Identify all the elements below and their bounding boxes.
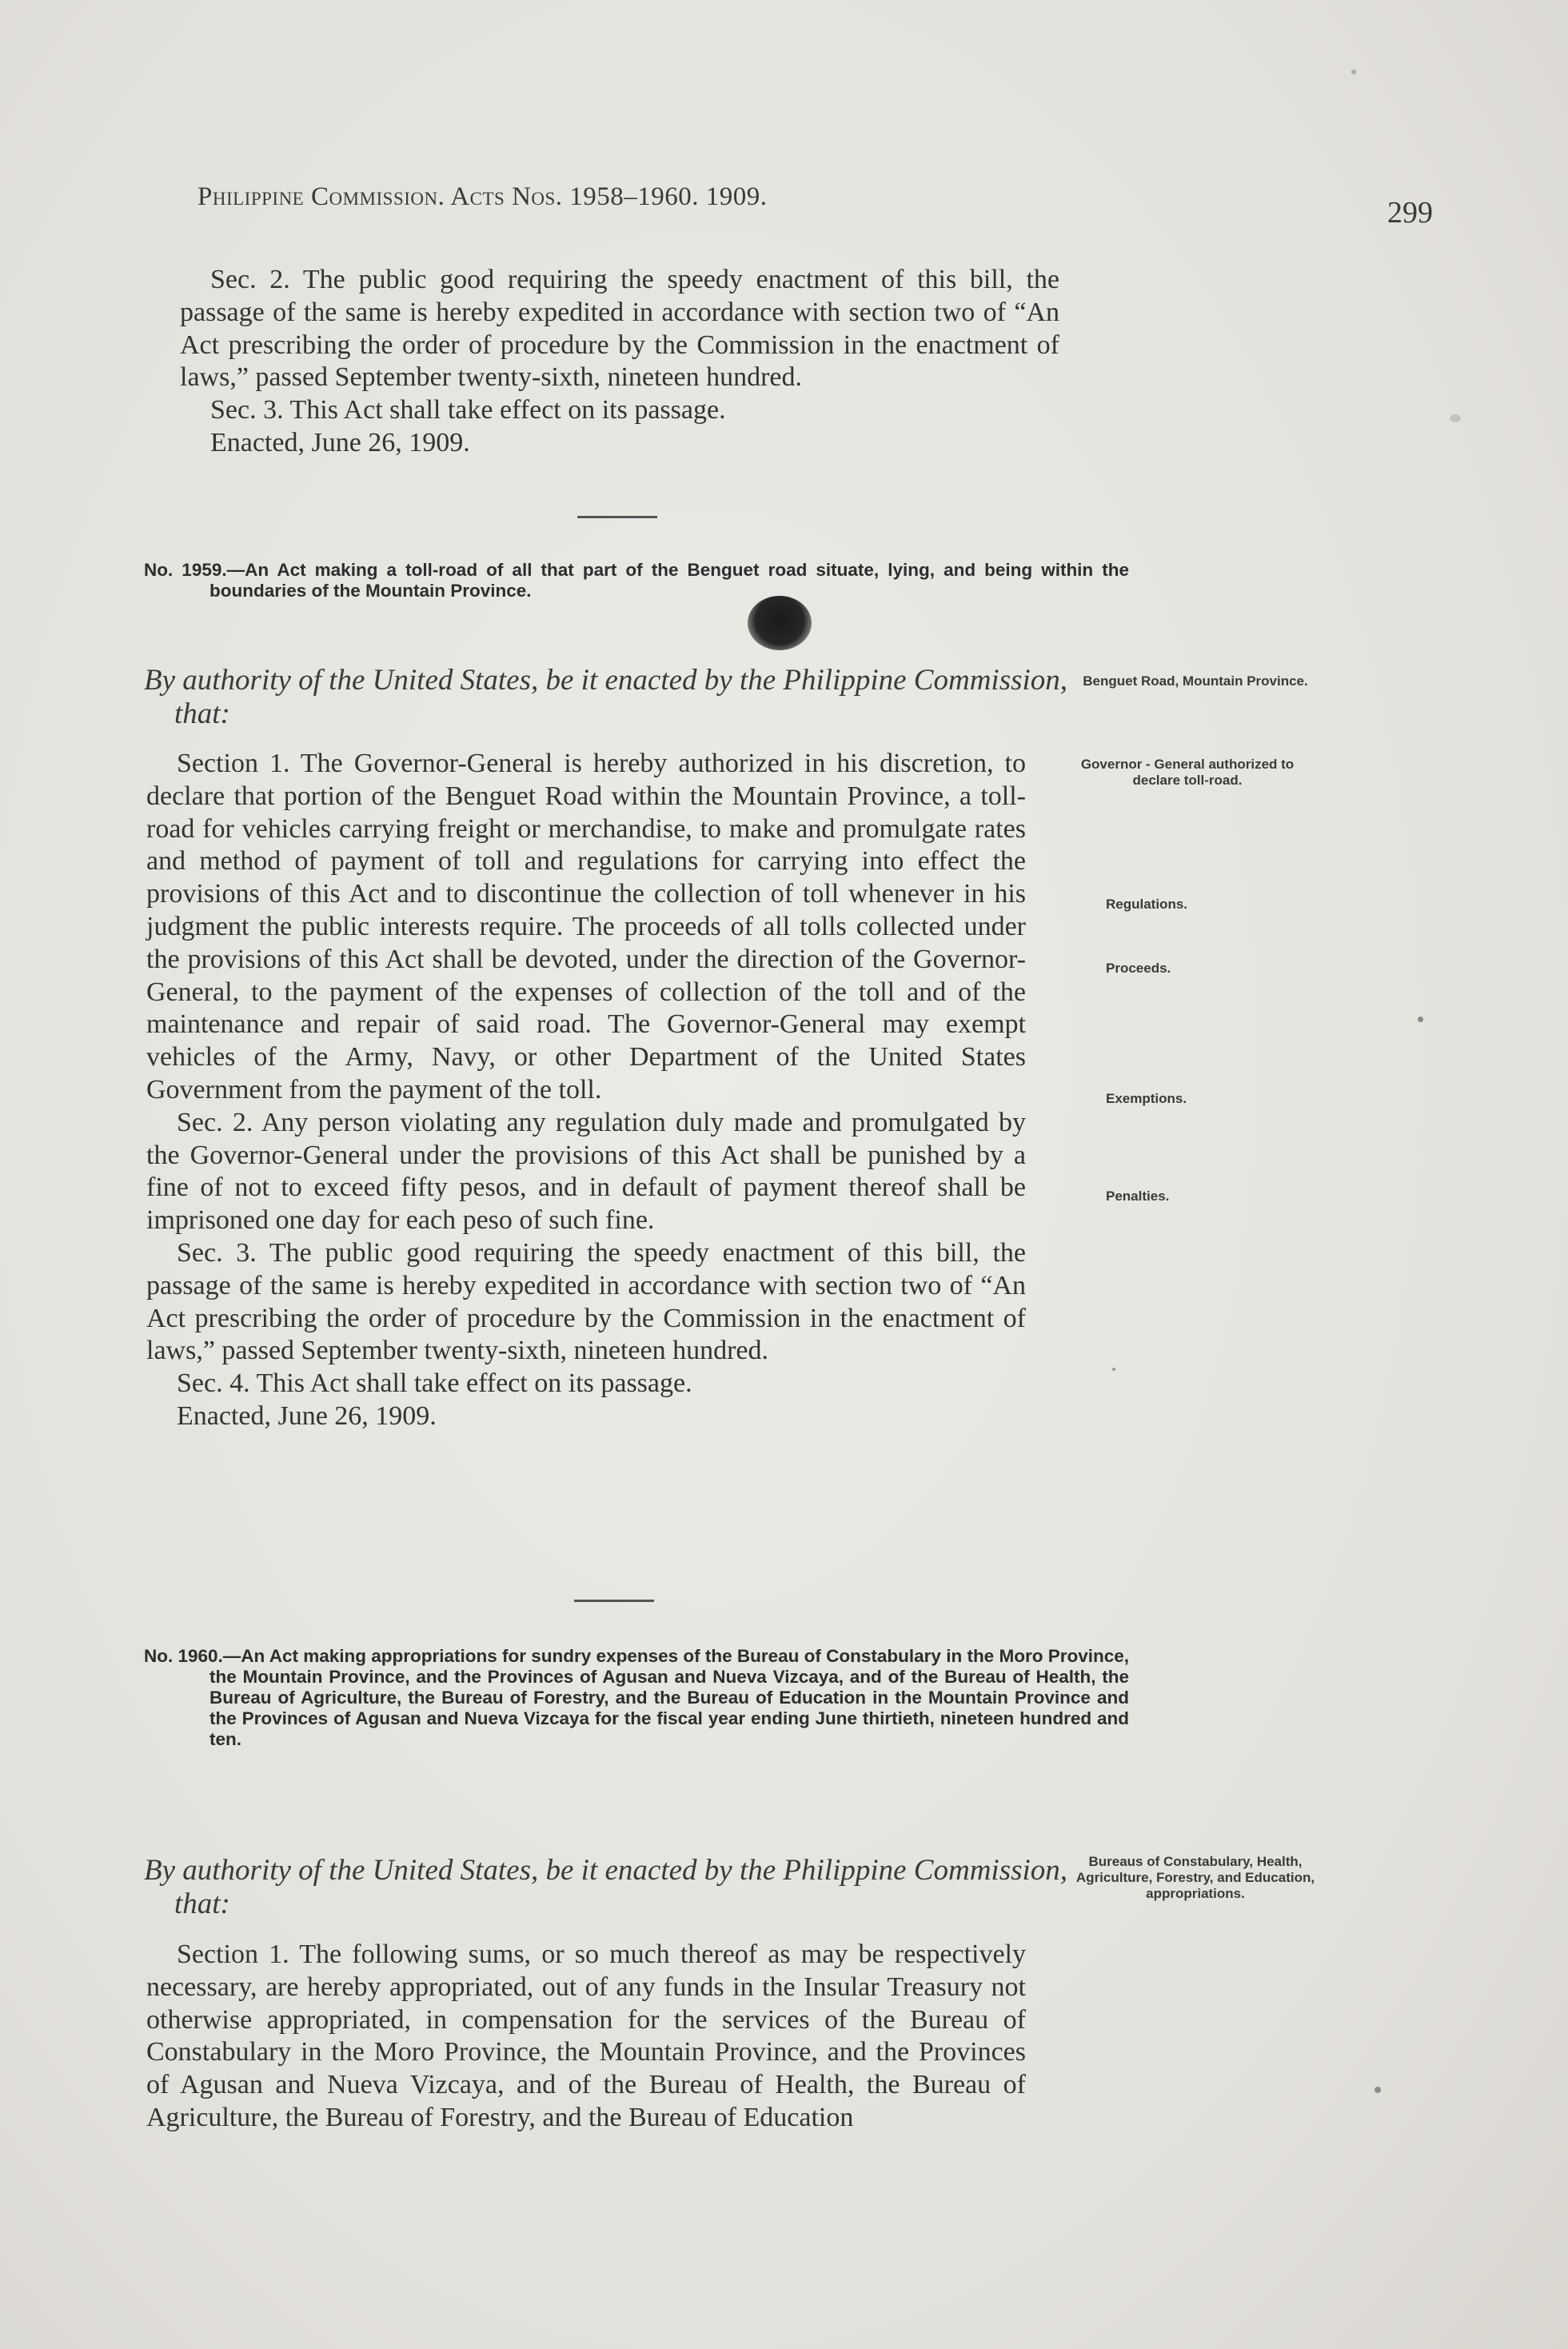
- margin-note-penalties: Penalties.: [1106, 1188, 1170, 1204]
- page-number: 299: [1387, 196, 1433, 230]
- act-1959-section-3: Sec. 3. The public good requiring the speedy enactment of this bill, the passage of the same is hereby expedited in accordance with section two of “An Act prescribing the order of procedure by the Commission in the enactment of laws,” passed September twenty-sixth, nineteen hundred.: [146, 1237, 1026, 1366]
- margin-note-regulations: Regulations.: [1106, 897, 1188, 912]
- act-1958-enacted: Enacted, June 26, 1909.: [210, 427, 470, 457]
- act-1960-title: No. 1960.—An Act making appropriations for sundry expenses of the Bureau of Constabulary in the Moro Province, the Mountain Province, and the Provinces of Agusan and Nueva Vizcaya, and of the Bureau of Health, the Bureau of Agriculture, the Bureau of Forestry, and the Bureau of Education in the Mountain Province and the Provinces of Agusan and Nueva Vizcaya for the fiscal year ending June thirtieth, nineteen hundred and ten.: [144, 1646, 1129, 1749]
- act-1959-section-4: Sec. 4. This Act shall take effect on its passage.: [177, 1368, 692, 1399]
- ink-blot: [748, 596, 812, 650]
- paper-speck: [1450, 414, 1461, 422]
- margin-note-benguet-road: Benguet Road, Mountain Province.: [1083, 673, 1308, 689]
- act-1959-enacted: Enacted, June 26, 1909.: [177, 1400, 437, 1431]
- act-1960-body: [146, 1939, 1026, 2135]
- act-1958-section-2: Sec. 2. The public good requiring the speedy enactment of this bill, the passage of the same is hereby expedited in accordance with section two of “An Act prescribing the order of procedure by the Commission in the enactment of laws,” passed September twenty-sixth, nineteen hundred.: [180, 265, 1059, 393]
- act-1959-section-1: Section 1. The Governor-General is hereby authorized in his discretion, to declare that portion of the Benguet Road within the Mountain Province, a toll-road for vehicles carrying freight or merchandise, to make and promulgate rates and method of payment of toll and regulations for carrying into effect the provisions of this Act and to discontinue the collection of toll whenever in his judgment the public interests require. The proceeds of all tolls collected under the provisions of this Act shall be devoted, under the direction of the Governor-General, to the payment of the expenses of collection of the toll and of the maintenance and repair of said road. The Governor-General may exempt vehicles of the Army, Navy, or other Department of the United States Government from the payment of the toll.: [146, 749, 1026, 1105]
- section-divider: [577, 516, 657, 518]
- margin-note-bureaus-appropriations: Bureaus of Constabulary, Health, Agriculture, Forestry, and Education, appropriations.: [1075, 1854, 1315, 1901]
- act-1959-section-2: Sec. 2. Any person violating any regulation duly made and promulgated by the Governor-General under the provisions of this Act shall be punished by a fine of not to exceed fifty pesos, and in default of payment thereof shall be imprisoned one day for each peso of such fine.: [146, 1107, 1026, 1236]
- act-1958-closing: [180, 264, 1059, 460]
- running-header: Philippine Commission. Acts Nos. 1958–1960. 1909.: [197, 182, 768, 211]
- margin-note-governor-general: Governor - General authorized to declare toll-road.: [1080, 757, 1295, 788]
- margin-note-proceeds: Proceeds.: [1106, 961, 1171, 976]
- act-1960-enacting-clause: By authority of the United States, be it enacted by the Philippine Commission, that:: [144, 1854, 1068, 1920]
- paper-speck: [1374, 2087, 1381, 2093]
- margin-note-exemptions: Exemptions.: [1106, 1091, 1187, 1106]
- act-1959-body: [146, 748, 1026, 1433]
- paper-speck: [1112, 1368, 1115, 1371]
- paper-speck: [1351, 70, 1356, 74]
- act-1959-title: No. 1959.—An Act making a toll-road of all that part of the Benguet road situate, lying, and being within the boundaries of the Mountain Province.: [144, 560, 1129, 601]
- act-1960-section-1: Section 1. The following sums, or so much thereof as may be respectively necessary, are hereby appropriated, out of any funds in the Insular Treasury not otherwise appropriated, in compensation for the services of the Bureau of Constabulary in the Moro Province, the Mountain Province, and the Provinces of Agusan and Nueva Vizcaya, and of the Bureau of Health, the Bureau of Agriculture, the Bureau of Forestry, and the Bureau of Education: [146, 1940, 1026, 2132]
- section-divider: [574, 1600, 654, 1602]
- act-1959-enacting-clause: By authority of the United States, be it enacted by the Philippine Commission, that:: [144, 664, 1068, 730]
- paper-speck: [1418, 1017, 1423, 1022]
- act-1958-section-3: Sec. 3. This Act shall take effect on its passage.: [210, 395, 726, 425]
